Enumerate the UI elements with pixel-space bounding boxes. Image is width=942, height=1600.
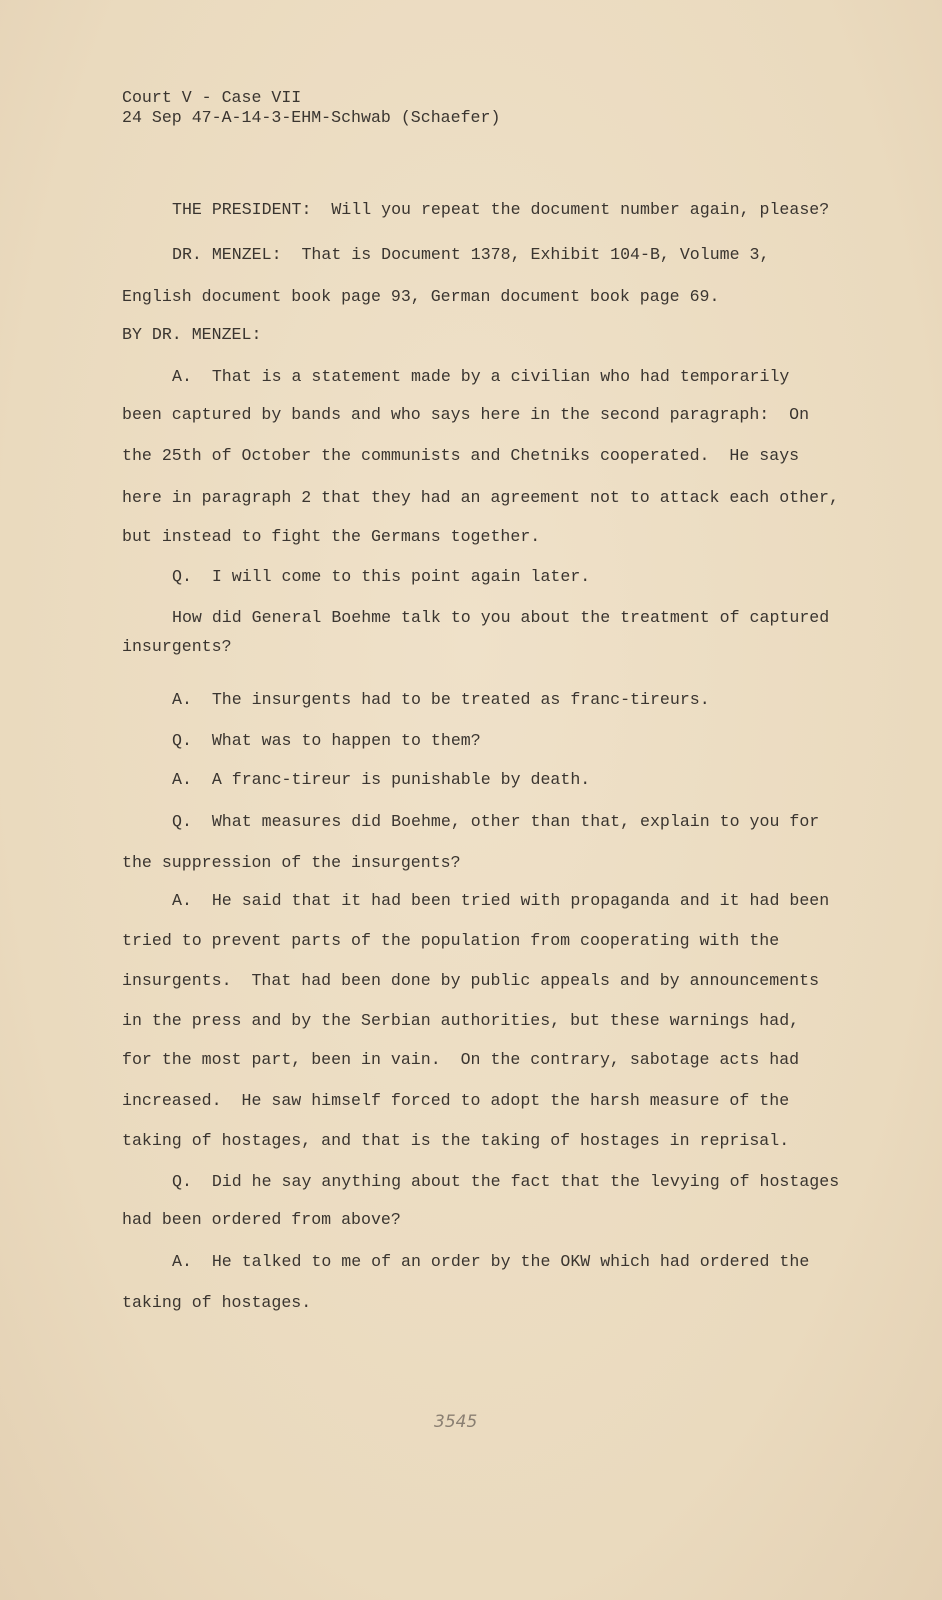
transcript-line: insurgents? xyxy=(122,637,232,656)
transcript-line: taking of hostages, and that is the taking of hostages in reprisal. xyxy=(122,1131,790,1150)
transcript-line: for the most part, been in vain. On the contrary, sabotage acts had xyxy=(122,1050,800,1069)
transcript-line: A. He said that it had been tried with propaganda and it had been xyxy=(172,891,830,910)
transcript-line: tried to prevent parts of the population from cooperating with the xyxy=(122,931,780,950)
transcript-line: increased. He saw himself forced to adopt the harsh measure of the xyxy=(122,1091,790,1110)
header-reference: 24 Sep 47-A-14-3-EHM-Schwab (Schaefer) xyxy=(122,108,501,127)
transcript-line: in the press and by the Serbian authorities, but these warnings had, xyxy=(122,1011,800,1030)
transcript-line: had been ordered from above? xyxy=(122,1210,401,1229)
transcript-line: but instead to fight the Germans together. xyxy=(122,527,541,546)
transcript-line: insurgents. That had been done by public appeals and by announcements xyxy=(122,971,820,990)
transcript-line: Q. What was to happen to them? xyxy=(172,731,481,750)
transcript-line: A. He talked to me of an order by the OKW which had ordered the xyxy=(172,1252,810,1271)
transcript-line: THE PRESIDENT: Will you repeat the document number again, please? xyxy=(172,200,830,219)
transcript-line: Q. What measures did Boehme, other than that, explain to you for xyxy=(172,812,820,831)
transcript-line: Q. Did he say anything about the fact that the levying of hostages xyxy=(172,1172,840,1191)
transcript-line: DR. MENZEL: That is Document 1378, Exhibit 104-B, Volume 3, xyxy=(172,245,770,264)
header-court-case: Court V - Case VII xyxy=(122,88,302,107)
transcript-line: the 25th of October the communists and Chetniks cooperated. He says xyxy=(122,446,800,465)
transcript-line: Q. I will come to this point again later. xyxy=(172,567,591,586)
transcript-line: the suppression of the insurgents? xyxy=(122,853,461,872)
transcript-line: English document book page 93, German document book page 69. xyxy=(122,287,720,306)
transcript-line: been captured by bands and who says here in the second paragraph: On xyxy=(122,405,810,424)
page-number: 3545 xyxy=(434,1412,478,1432)
transcript-line: BY DR. MENZEL: xyxy=(122,325,262,344)
transcript-line: A. A franc-tireur is punishable by death. xyxy=(172,770,591,789)
transcript-line: A. That is a statement made by a civilian who had temporarily xyxy=(172,367,790,386)
transcript-line: taking of hostages. xyxy=(122,1293,312,1312)
transcript-line: A. The insurgents had to be treated as franc-tireurs. xyxy=(172,690,710,709)
transcript-line: here in paragraph 2 that they had an agreement not to attack each other, xyxy=(122,488,839,507)
transcript-line: How did General Boehme talk to you about the treatment of captured xyxy=(172,608,830,627)
